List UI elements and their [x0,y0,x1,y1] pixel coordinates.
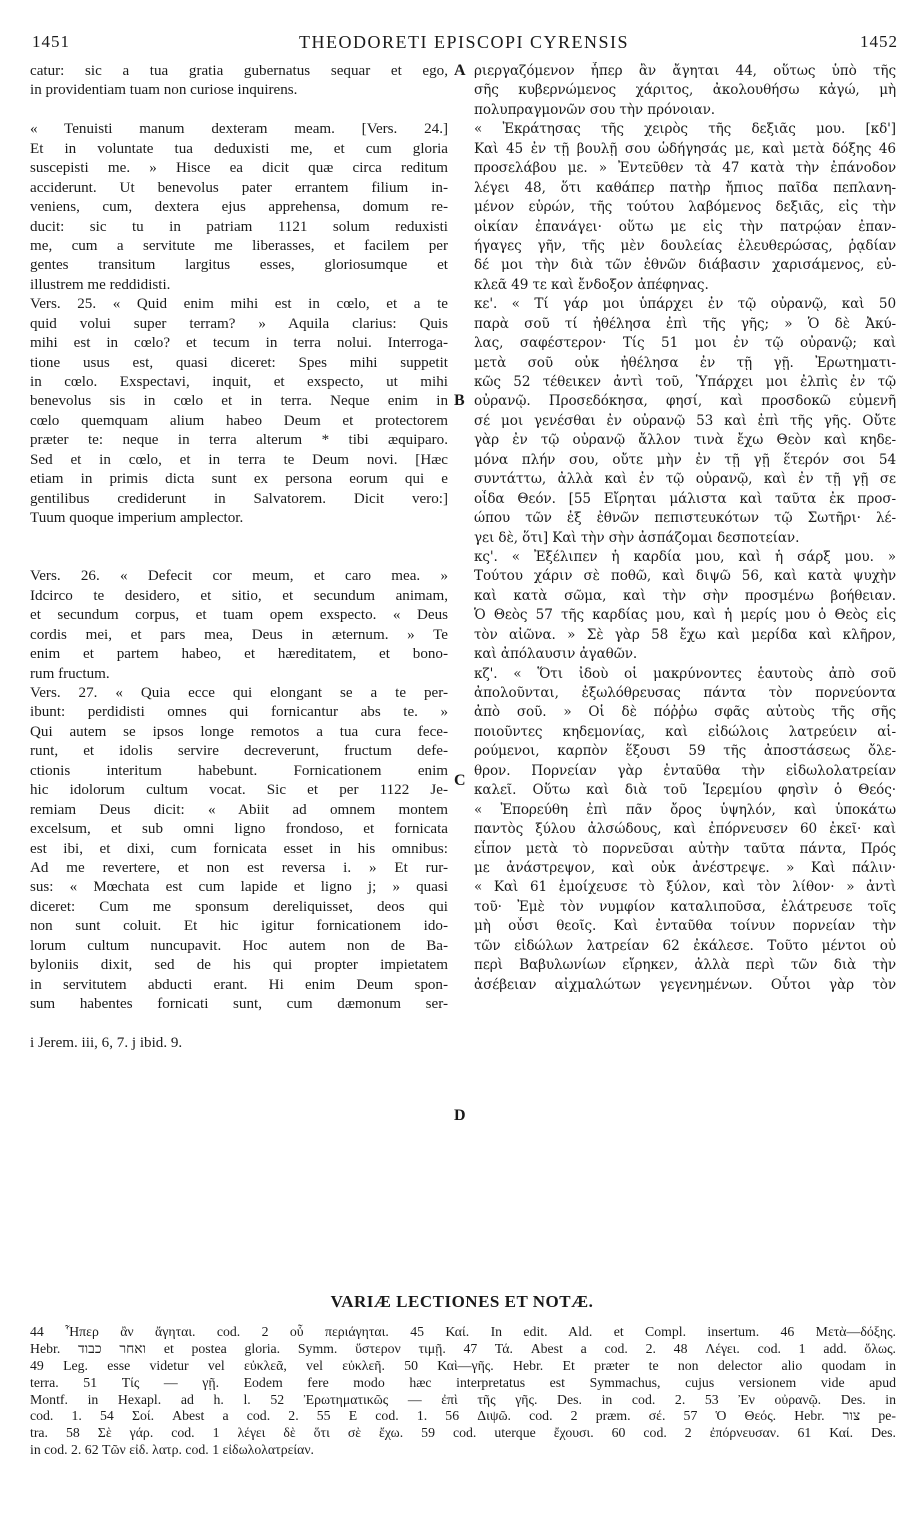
latin-text-line: gentilibus crediderunt in Salvatorem. Dicit vero:] [30,490,448,507]
latin-text-line: sum habentes fornicati sunt, cum dæmonum ser- [30,996,448,1012]
latin-text-line: Tuum quoque imperium amplector. [30,510,244,527]
latin-text-line: Sed et in cœlo, et in terra te Deum novi. [Hæc [30,451,448,468]
latin-text-line: est ibi, et dixi, cum fornicata esset in his omnibus: [30,840,448,857]
note-line: 49 Leg. esse videtur vel εὐκλεᾶ, vel εὐκλεῆ. 50 Καὶ—γῆς. Hebr. Et præter te non delector alio quodam in [30,1357,896,1373]
margin-marker-c: C [454,772,466,789]
greek-text-line: τὸν αἰῶνα. » Σὲ γὰρ 58 ἔχω καὶ μερίδα καὶ κλῆρον, [474,626,896,643]
greek-text-line: ποιοῦντες κηδεμονίας, καὶ εἰδώλοις λατρεύειν αἱ- [474,723,896,740]
notes-section-title: VARIÆ LECTIONES ET NOTÆ. [330,1292,594,1311]
greek-text-line: περὶ Βαβυλωνίων εἴρηκεν, ἀλλὰ περὶ τῶν διὰ τὴν [474,957,896,974]
greek-text-line: γει δὲ, ὅτι] Καὶ τὴν σὴν ἀσπάζομαι δεσποτείαν. [474,529,800,546]
latin-text-line: ibunt: perdidisti omnes qui fornicantur abs te. » [30,704,448,721]
latin-text-line: ducit: sic tu in patriam 1121 solum reduxisti [30,218,448,235]
latin-text-line: cœlo quemquam alium habeo Deum et protectorem [30,412,448,429]
greek-text-line: οὐρανῷ. Προσεδόκησα, φησί, καὶ προσδοκῶ εὐμενῆ [474,393,896,410]
latin-text-line [30,548,448,567]
latin-text-line: i Jerem. iii, 6, 7. j ibid. 9. [30,1034,183,1051]
latin-text-line: et secundum corpus, et tuam opem exspecto. « Deus [30,607,448,624]
greek-text-line: « Καὶ 61 ἐμοίχευσε τὸ ξύλον, καὶ τὸν λίθον· » ἀντὶ [474,879,896,896]
latin-text-line: Vers. 25. « Quid enim mihi est in cœlo, et a te [30,296,448,313]
greek-text-line: ἀσέβειαν αἰχμαλώτων γεγενημένων. Οὗτοι γὰρ τὸν [474,976,896,993]
latin-text-line: gentes transitum largitus esses, gloriosumque et [30,257,448,274]
note-line: 44 Ἧπερ ἂν ἄγηται. cod. 2 οὗ περιάγηται. 45 Καί. In edit. Ald. et Compl. insertum. 46 Μετὰ—δόξης. [30,1324,896,1339]
running-header [30,0,898,62]
latin-column [30,62,448,1053]
latin-text-line: Ad me revertere, et non est reversa i. » Et rur- [30,859,448,876]
greek-text-line: ἀπολοῦνται, ἐξωλόθρευσας πάντα τὸν πορνεύοντα [474,685,896,701]
latin-text-line: me, cum a servitute me liberasses, et facilem per [30,237,448,254]
greek-text-line: παντὸς ξύλου ἀλσώδους, καὶ ἐπόρνευσεν 60 ἐκεῖ· καὶ [474,821,896,838]
latin-text-line [30,529,448,548]
latin-text-line: acciderunt. Ut benevolus pater errantem filium in- [30,179,448,196]
greek-text-line: μόνα πλήν σου, οὔτε μὴν ἐν τῇ γῇ ἕτερόν σοι 54 [474,451,896,468]
page-number-right: 1452 [860,32,898,51]
greek-text-line: καλεῖ. Οὕτω καὶ διὰ τοῦ Ἱερεμίου φησὶν ὁ Θεός· [474,782,896,799]
greek-text-line: ἀπὸ σοῦ. » Οἱ δὲ πόῤῥω σφᾶς αὐτοὺς τῆς σῆς [474,704,896,721]
latin-text-line: in cœlo. Exspectavi, inquit, et exspecto, ut mihi [30,374,448,390]
latin-text-line: Vers. 26. « Defecit cor meum, et caro mea. » [30,568,448,585]
note-line: terra. 51 Τίς — γῇ. Eodem fere modo hæc interpretatus est Symmachus, cujus versionem vide apud [30,1374,896,1390]
latin-text-line: Qui autem se ipsos longe remotos a tua cura fece- [30,723,448,740]
latin-text-line: lorum cultum nuncupavit. Hoc autem non de Ba- [30,937,448,954]
greek-text-line: σέ μοι γενέσθαι ἐν οὐρανῷ 53 καὶ ἐπὶ τῆς γῆς. Οὔτε [474,412,896,429]
greek-text-line: κε'. « Τί γάρ μοι ὑπάρχει ἐν τῷ οὐρανῷ, καὶ 50 [474,296,896,313]
latin-text-line: excelsum, et sub omni ligno frondoso, et fornicata [30,821,448,838]
margin-marker-b: B [454,392,465,409]
latin-text-line: præter te: neque in terra alterum * tibi æquiparo. [30,432,448,449]
greek-text-line: Τούτου χάριν σὲ ποθῶ, καὶ διψῶ 56, καὶ κατὰ ψυχὴν [474,568,896,585]
greek-text-line: Καὶ 45 ἐν τῇ βουλῇ σου ὡδήγησάς με, καὶ μετὰ δόξης 46 [474,140,896,157]
note-line: Montf. in Hexapl. ad h. l. 52 Ἐρωτηματικῶς — ἐπὶ τῆς γῆς. Des. in cod. 2. 53 Ἐν οὐρανῷ. Des. in [30,1391,896,1407]
latin-text-line [30,1014,448,1033]
greek-text-line: κῶς 52 τέθεικεν ἀντὶ τοῦ, Ὑπάρχει μοι ἐλπὶς ἐν τῷ [474,374,896,390]
greek-text-line: Ὁ Θεὸς 57 τῆς καρδίας μου, καὶ ἡ μερίς μου ὁ Θεὸς εἰς [474,607,896,624]
greek-text-line: μένον εὑρών, τῆς τούτου λαβόμενος δεξιᾶς, εἰς τὴν [474,199,896,216]
note-line: Hebr. ואחר כבוד et postea gloria. Symm. ὕστερον τιμῇ. 47 Τά. Abest a cod. 2. 48 Λέγει. cod. 1 add. ὅλως. [30,1340,896,1356]
variant-readings-notes [30,1324,896,1459]
greek-column [474,62,896,995]
greek-text-line: λέγει 48, ὅτι καθάπερ πατὴρ ἤπιος παῖδα πεπλανη- [474,179,896,196]
greek-text-line: προσελάβου με. » Ἐντεῦθεν τὰ 47 κατὰ τὴν ἐπάνοδον [474,160,896,177]
greek-text-line: « Ἐκράτησας τῆς χειρὸς τῆς δεξιᾶς μου. [κδ'] [474,121,896,138]
latin-text-line: byloniis dixit, sed de his qui propter impietatem [30,957,448,974]
latin-text-line: quid volui super terram? » Aquila clarius: Quis [30,315,448,332]
greek-text-line: καὶ κατὰ σῶμα, καὶ τὴν σὴν προσμένω βοήθειαν. [474,587,896,604]
latin-text-line: benevolus sis in cœlo et in terra. Neque enim in [30,393,448,410]
greek-text-line: συντάττω, ἀλλὰ καὶ ἐν τῷ οὐρανῷ, καὶ ἐν τῇ γῇ σε [474,471,896,488]
latin-text-line: enim et partem habeo, et hæreditatem, et bono- [30,646,448,663]
greek-text-line: ήγαγες γῆν, τῆς μὲν δουλείας ἐλευθερώσας, ῥᾳδίαν [474,237,896,254]
latin-text-line: sus: « Mœchata est cum lapide et ligno j; » quasi [30,879,448,896]
greek-text-line: « Ἐπορεύθη ἐπὶ πᾶν ὄρος ὑψηλόν, καὶ ὑποκάτω [474,801,896,818]
greek-text-line: κς'. « Ἐξέλιπεν ἡ καρδία μου, καὶ ἡ σάρξ μου. » [474,548,896,565]
latin-text-line: in providentiam tuam non curiose inquirens. [30,82,298,99]
greek-text-line: κλεᾶ 49 τε καὶ ἔνδοξον ἀπέφηνας. [474,276,709,293]
latin-text-line: etiam in primis dicta sunt ex persona eorum qui e [30,471,448,488]
greek-text-line: με ἀνάστρεψον, καὶ οὐκ ἀνέστρεψε. » Καὶ πάλιν· [474,859,896,876]
greek-text-line: εἶπον μετὰ τὸ πορνεῦσαι αὐτὴν ταῦτα πάντα, Πρός [474,840,896,857]
greek-text-line: κζ'. « Ὅτι ἰδοὺ οἱ μακρύνοντες ἑαυτοὺς ἀπὸ σοῦ [474,665,896,682]
latin-text-line: non sunt coluit. Et hic igitur fornicationem ido- [30,918,448,935]
greek-text-line: θρον. Πορνείαν γὰρ ἐνταῦθα τὴν εἰδωλολατρείαν [474,762,896,779]
latin-text-line: ctionis interitum habebunt. Fornicationem enim [30,762,448,779]
latin-text-line: « Tenuisti manum dexteram meam. [Vers. 24.] [30,121,448,138]
greek-text-line: οἰκίαν ἐπανάγει· οὕτω με εἰς τὴν πατρῴαν ἐπαν- [474,218,896,235]
greek-text-line: καὶ ἀπόλαυσιν ἀγαθῶν. [474,646,638,663]
latin-text-line: Vers. 27. « Quia ecce qui elongant se a te per- [30,685,448,701]
latin-text-line: in servitutem abducti erant. Hi enim Deum spon- [30,976,448,993]
latin-text-line: catur: sic a tua gratia gubernatus sequar et ego, [30,63,448,79]
latin-text-line: mihi est in cœlo? et tecum in terra nolui. Interroga- [30,335,448,352]
note-line: tra. 58 Σὲ γάρ. cod. 1 λέγει δὲ ὅτι σὲ ἔχω. 59 cod. uterque ἔχουσι. 60 cod. 2 ἐπόρνευσαν. 61 Καί. Des. [30,1425,896,1441]
page-number-left: 1451 [32,32,70,51]
greek-text-line: μετὰ σοῦ οὐκ ἠθέλησα ἐν τῇ γῇ. Ἐρωτηματι- [474,354,896,371]
latin-text-line: tione usus est, quasi diceret: Spes mihi suppetit [30,354,448,371]
greek-text-line: ριεργαζόμενον ἧπερ ἂν ἄγηται 44, οὕτως ὑπὸ τῆς [474,63,896,79]
note-line: in cod. 2. 62 Τῶν εἰδ. λατρ. cod. 1 εἰδωλολατρείαν. [30,1442,315,1458]
latin-text-line: Idcirco te desidero, et sitio, et secundum animam, [30,587,448,604]
latin-text-line: veniens, cum, dextera ejus apprehensa, domum re- [30,199,448,216]
greek-text-line: τῶν εἰδώλων λατρείαν 62 ἐκάλεσε. Τοῦτο μέντοι οὐ [474,937,896,954]
latin-text-line [30,101,448,120]
greek-text-line: δέ μοι τὴν διὰ τῶν ἐθνῶν διάβασιν χαρισάμενος, εὐ- [474,257,896,274]
latin-text-line: remiam Deus dicit: « Abiit ad omnem montem [30,801,448,818]
margin-marker-a: A [454,62,466,79]
greek-text-line: οἶδα Θεόν. [55 Εἴρηται μάλιστα καὶ ταῦτα ἐκ προσ- [474,490,896,507]
latin-text-line: cordis mei, et pars mea, Deus in æternum. » Te [30,626,448,643]
greek-text-line: σῆς κυβερνώμενος χάριτος, ἀκολουθήσω κἀγώ, μὴ [474,82,896,99]
greek-text-line: λας, σαφέστερον· Τίς 51 μοι ἐν τῷ οὐρανῷ; καὶ [474,335,896,352]
greek-text-line: τοῦ· Ἐμὲ τὸν νυμφίον καταλιποῦσα, ἐλάτρευσε τοῖς [474,898,896,915]
latin-text-line: suscepisti me. » Hisce ea dicit quæ circa reditum [30,160,448,177]
margin-marker-d: D [454,1107,466,1124]
latin-text-line: rum fructum. [30,665,110,682]
latin-text-line: runt, et idolis servire decreverunt, fructum defe- [30,743,448,760]
greek-text-line: παρὰ σοῦ τί ἠθέλησα ἐπὶ τῆς γῆς; » Ὁ δὲ Ἀκύ- [474,315,896,332]
running-title: THEODORETI EPISCOPI CYRENSIS [298,32,630,52]
latin-text-line: hic idolorum cultum vocat. Sic et per 1122 Je- [30,782,448,799]
greek-text-line: πολυπραγμονῶν σου τὴν πρόνοιαν. [474,101,716,118]
greek-text-line: ώπου τῶν ἐξ ἐθνῶν πεπιστευκότων τῷ Σωτῆρι· λέ- [474,510,896,527]
latin-text-line: illustrem me reddidisti. [30,276,171,293]
greek-text-line: ρούμενοι, καρπὸν ἕξουσι 59 τῆς ἀποστάσεως ὄλε- [474,743,896,760]
greek-text-line: μὴ οὖσι θεοῖς. Καὶ ἐνταῦθα τοίνυν πορνείαν τὴν [474,918,896,935]
latin-text-line: Et in voluntate tua deduxisti me, et cum gloria [30,140,448,157]
latin-text-line: diceret: Cum me sponsum dereliquisset, deos qui [30,898,448,915]
note-line: cod. 1. 54 Σοί. Abest a cod. 2. 55 E cod. 1. 56 Διψῶ. cod. 2 præm. σέ. 57 Ὁ Θεός. Hebr. צור pe- [30,1408,896,1424]
greek-text-line: γὰρ ἐν τῷ οὐρανῷ ἄλλον τινὰ ἔχω Θεὸν καὶ κηδε- [474,432,896,449]
